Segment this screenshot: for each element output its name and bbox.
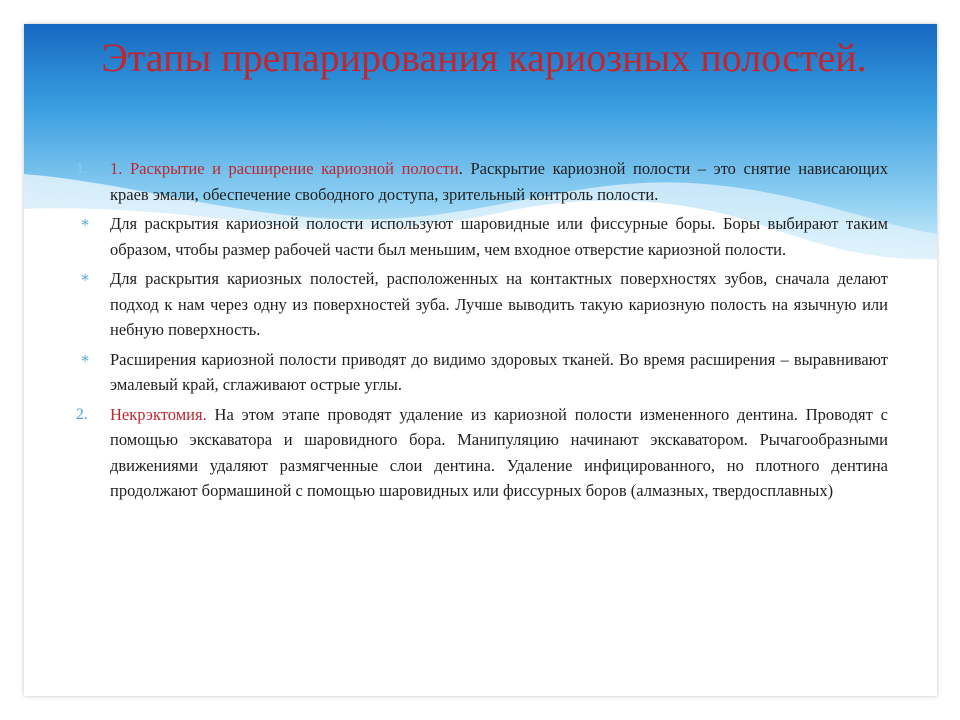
list-item-text: Для раскрытия кариозной полости используют шаровидные или фиссурные боры. Боры выбирают таким образом, чтобы размер рабочей части был меньшим, чем входное отверстие кариозной полости. [110,214,888,259]
list-item-text: Для раскрытия кариозных полостей, расположенных на контактных поверхностях зубов, сначала делают подход к нам через одну из поверхностей зуба. Лучше выводить такую кариозную полость на язычную или небную поверхность. [110,269,888,339]
list-item-2 [76,211,888,262]
list-number: 1. [76,160,88,177]
section-heading: Некрэктомия. [110,404,207,424]
list-item-text: Расширения кариозной полости приводят до видимо здоровых тканей. Во время расширения – выравнивают эмалевый край, сглаживают острые углы. [110,349,888,394]
list-item-5 [76,402,888,504]
slide-title: Этапы препарирования кариозных полостей. [101,35,867,80]
section-heading: 1. Раскрытие и расширение кариозной полости [110,159,459,178]
list-item-1 [76,156,888,207]
bullet-star-icon: ∗ [80,350,91,367]
list-item-3 [76,266,888,343]
list-item-text: . Раскрытие кариозной полости – это снятие нависающих краев эмали, обеспечение свободного доступа, зрительный контроль полости. [110,159,888,204]
slide [24,24,937,696]
list-item-4 [76,347,888,398]
bullet-star-icon: ∗ [80,270,91,286]
list-item-text: На этом этапе проводят удаление из кариозной полости измененного дентина. Проводят с помощью экскаватора и шаровидного бора. Манипуляцию начинают экскаватором. Рычагообразными движениями удаляют размягченные слои дентина. Удаление инфицированного, но плотного дентина продолжают бормашиной с помощью шаровидных или фиссурных боров (алмазных, твердосплавных) [110,404,888,500]
list-number: 2. [76,405,88,423]
bullet-star-icon: ∗ [80,215,91,231]
slide-content [76,156,888,508]
